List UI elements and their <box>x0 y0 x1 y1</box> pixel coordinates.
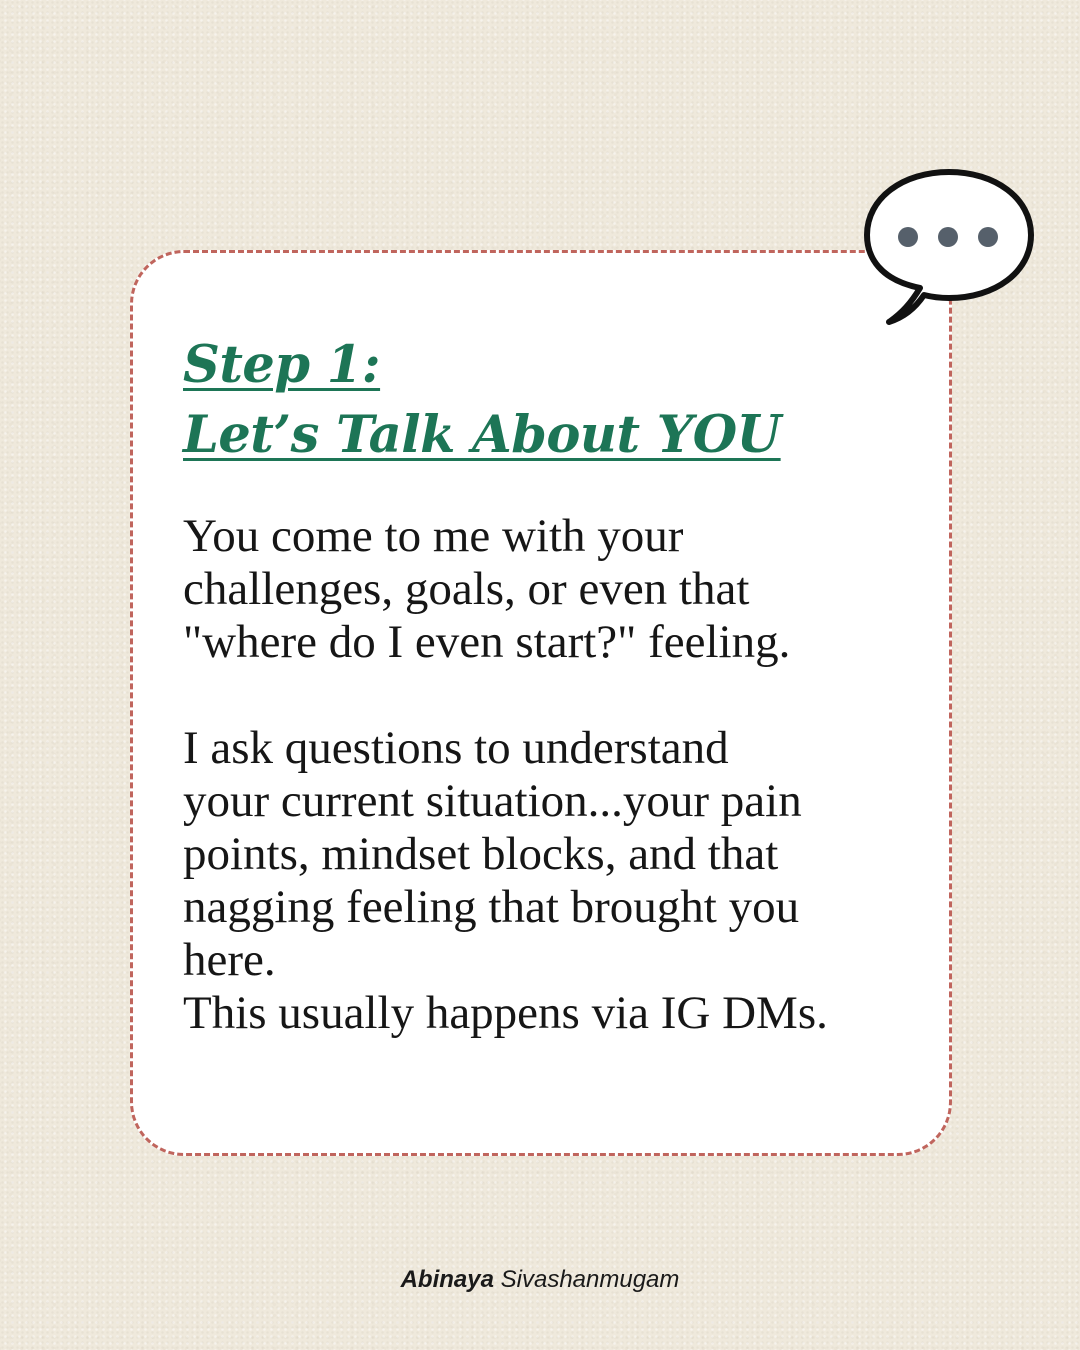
body-line: You come to me with your <box>183 510 684 562</box>
author-last-name: Sivashanmugam <box>500 1266 680 1293</box>
body-line: challenges, goals, or even that <box>183 563 750 615</box>
body-line: I ask questions to understand <box>183 722 729 774</box>
author-first-name: Abinaya <box>400 1266 494 1293</box>
body-line: points, mindset blocks, and that <box>183 828 779 880</box>
body-line: "where do I even start?" feeling. <box>183 616 791 668</box>
body-paragraph-2 <box>183 722 923 1040</box>
body-line: your current situation...your pain <box>183 775 802 827</box>
step-heading <box>183 330 781 470</box>
speech-bubble-icon <box>860 165 1038 330</box>
body-line: This usually happens via IG DMs. <box>183 987 828 1039</box>
body-paragraph-1 <box>183 510 923 669</box>
author-signature <box>0 1266 1080 1294</box>
step-number: Step 1: <box>183 335 381 395</box>
step-title: Let’s Talk About YOU <box>183 405 781 465</box>
body-text <box>183 510 923 1040</box>
body-line: nagging feeling that brought you <box>183 881 800 933</box>
body-line: here. <box>183 934 276 986</box>
